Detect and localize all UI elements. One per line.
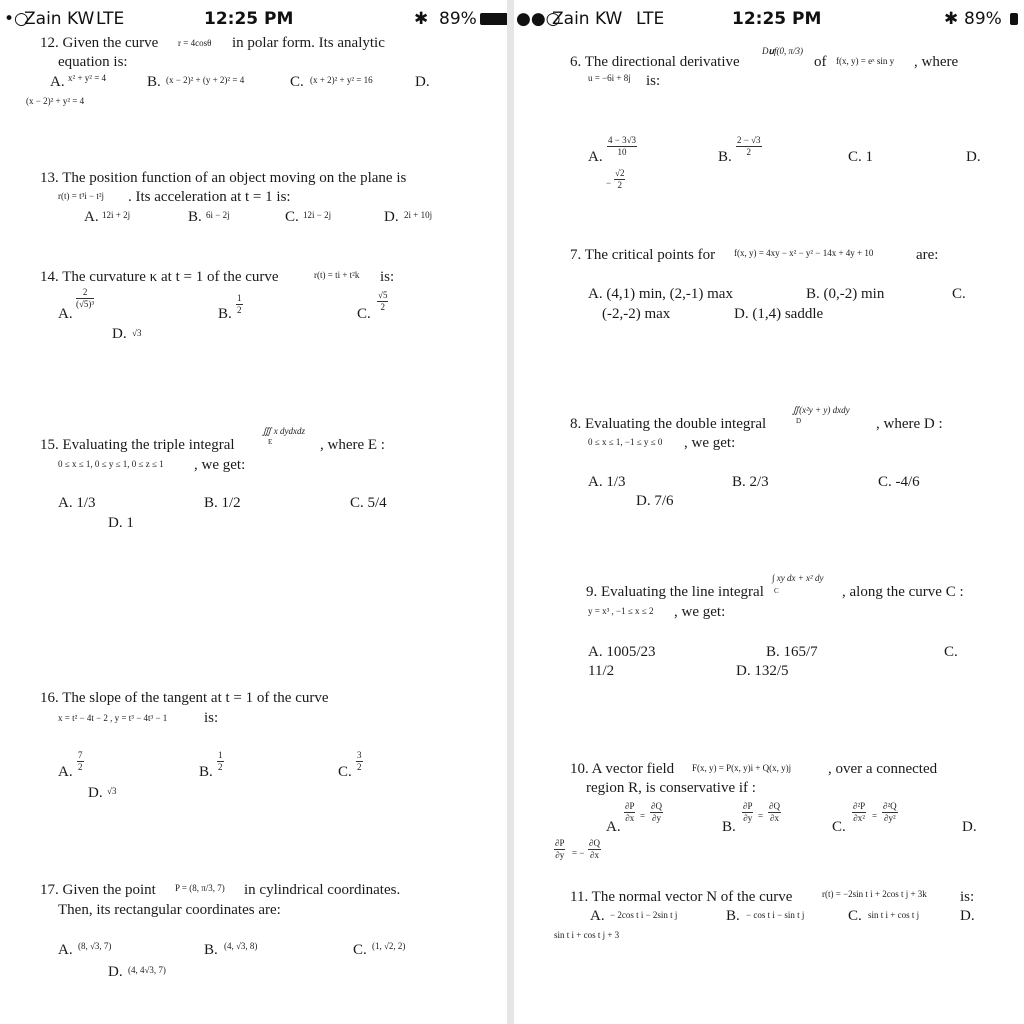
q9-option-c-label: C. bbox=[944, 644, 958, 660]
q13-option-c: 12i − 2j bbox=[303, 210, 332, 220]
q10-option-c-lhs: $\frac{\text{∂²P}}{\text{∂x²}}$ bbox=[853, 801, 866, 823]
q17-expression: P = (8, π/3, 7) bbox=[175, 883, 225, 893]
q14-stem: 14. The curvature κ at t = 1 of the curve bbox=[40, 269, 279, 285]
q7-stem-cont: are: bbox=[916, 247, 939, 263]
carrier-label: Zain KW bbox=[552, 9, 623, 29]
q15-region-subscript: E bbox=[268, 438, 273, 446]
q10-option-a-rhs: $\frac{\partial Q}{\partial y}$ bbox=[651, 801, 662, 823]
q11-option-b: − cos t i − sin t j bbox=[746, 910, 805, 920]
battery-icon bbox=[1006, 9, 1018, 29]
q11-option-b-label: B. bbox=[726, 908, 740, 924]
q13-option-c-label: C. bbox=[285, 209, 299, 225]
q13-expression: r(t) = t³i − t²j bbox=[58, 191, 105, 201]
q16-option-b-label: B. bbox=[199, 764, 213, 780]
q10-option-c-rhs: $\frac{\text{∂²Q}}{\text{∂y²}}$ bbox=[883, 801, 897, 823]
q6-option-d-sign: − bbox=[606, 178, 612, 188]
q13-option-d: 2i + 10j bbox=[404, 210, 433, 220]
q10-option-a-eq: = bbox=[640, 811, 646, 821]
q8-region: 0 ≤ x ≤ 1, −1 ≤ y ≤ 0 bbox=[588, 437, 663, 447]
q17-option-b: (4, √3, 8) bbox=[224, 941, 258, 951]
q16-option-b: $\frac{1}{2}$ bbox=[218, 750, 223, 772]
q16-option-c: $\frac{3}{2}$ bbox=[357, 750, 362, 772]
q10-option-b-rhs: $\frac{\partial Q}{\partial x}$ bbox=[769, 801, 780, 823]
q16-option-a-label: A. bbox=[58, 764, 73, 780]
q12-option-c-label: C. bbox=[290, 74, 304, 90]
q15-integral: ∭ x dydxdz bbox=[262, 426, 306, 436]
clock: 12:25 PM bbox=[732, 9, 822, 29]
q8-option-a: A. 1/3 bbox=[588, 474, 626, 490]
q15-stem-line2: , we get: bbox=[194, 457, 246, 473]
q17-option-a-label: A. bbox=[58, 942, 73, 958]
q10-option-d-label: D. bbox=[962, 819, 977, 835]
q17-option-a: (8, √3, 7) bbox=[78, 941, 112, 951]
q16-stem-cont: is: bbox=[204, 710, 219, 726]
q16-option-a: $\frac{7}{2}$ bbox=[78, 750, 83, 772]
q14-option-b: $\frac{1}{2}$ bbox=[237, 293, 242, 315]
q16-expression: x = t² − 4t − 2 , y = t³ − 4t³ − 1 bbox=[58, 713, 168, 723]
q8-integral: ∬(x²y + y) dxdy bbox=[792, 405, 850, 415]
q15-option-d: D. 1 bbox=[108, 515, 134, 531]
q14-option-b-label: B. bbox=[218, 306, 232, 322]
q8-option-d: D. 7/6 bbox=[636, 493, 674, 509]
q16-option-c-label: C. bbox=[338, 764, 352, 780]
q6-option-b: $\frac{2 - √3}{2}$ bbox=[737, 135, 761, 157]
bluetooth-icon: ✱ bbox=[944, 9, 959, 29]
q7-function: f(x, y) = 4xy − x² − y² − 14x + 4y + 10 bbox=[734, 248, 874, 258]
q13-stem-cont: . Its acceleration at t = 1 is: bbox=[128, 189, 291, 205]
battery-percent: 89% bbox=[439, 9, 477, 29]
q6-function: f(x, y) = eˣ sin y bbox=[836, 56, 895, 66]
q10-option-b-label: B. bbox=[722, 819, 736, 835]
q9-curve-subscript: C bbox=[774, 587, 779, 595]
signal-dots-icon: ●●○ bbox=[516, 9, 561, 29]
q6-option-a: $\frac{4 - 3√3}{10}$ bbox=[608, 135, 637, 157]
q11-option-d: sin t i + cos t j + 3 bbox=[554, 930, 620, 940]
bluetooth-icon: ✱ bbox=[414, 9, 429, 29]
left-screenshot bbox=[0, 0, 507, 1024]
q8-region-subscript: D bbox=[796, 417, 802, 425]
q9-option-a: A. 1005/23 bbox=[588, 644, 656, 660]
q13-option-d-label: D. bbox=[384, 209, 399, 225]
q10-stem-cont: , over a connected bbox=[828, 761, 938, 777]
q15-option-b: B. 1/2 bbox=[204, 495, 241, 511]
q9-stem: 9. Evaluating the line integral bbox=[586, 584, 764, 600]
q10-stem-line2: region R, is conservative if : bbox=[586, 780, 756, 796]
q13-option-b-label: B. bbox=[188, 209, 202, 225]
q10-option-c-label: C. bbox=[832, 819, 846, 835]
q10-option-b-eq: = bbox=[758, 811, 764, 821]
q8-option-c: C. -4/6 bbox=[878, 474, 920, 490]
q6-direction-vector: u = −6i + 8j bbox=[588, 73, 631, 83]
q11-stem: 11. The normal vector N of the curve bbox=[570, 889, 793, 905]
q11-option-a-label: A. bbox=[590, 908, 605, 924]
q17-stem: 17. Given the point bbox=[40, 882, 156, 898]
q14-option-d-label: D. bbox=[112, 326, 127, 342]
q17-stem-line2: Then, its rectangular coordinates are: bbox=[58, 902, 281, 918]
q12-option-a-label: A. bbox=[50, 74, 65, 90]
q10-option-c-eq: = bbox=[872, 811, 878, 821]
signal-dots-icon: •○ bbox=[4, 9, 29, 29]
q10-option-d-lhs: $\frac{\partial P}{\partial y}$ bbox=[555, 838, 565, 860]
q10-option-d-rhs: $\frac{\partial Q}{\partial x}$ bbox=[589, 838, 600, 860]
q6-option-c: C. 1 bbox=[848, 149, 874, 165]
q8-stem-line2: , we get: bbox=[684, 435, 736, 451]
q11-stem-cont: is: bbox=[960, 889, 975, 905]
carrier-label: Zain KW bbox=[24, 9, 95, 29]
q11-curve: r(t) = −2sin t i + 2cos t j + 3k bbox=[822, 889, 927, 899]
q9-option-c: 11/2 bbox=[588, 663, 615, 679]
battery-icon bbox=[476, 9, 507, 29]
network-label: LTE bbox=[96, 9, 125, 29]
right-screenshot bbox=[514, 0, 1024, 1024]
q6-option-a-label: A. bbox=[588, 149, 603, 165]
q10-option-a-label: A. bbox=[606, 819, 621, 835]
q14-option-c: $\frac{√5}{2}$ bbox=[378, 290, 388, 312]
q12-option-a: x² + y² = 4 bbox=[68, 73, 107, 83]
q16-option-d: √3 bbox=[107, 786, 117, 796]
q14-option-d: √3 bbox=[132, 328, 142, 338]
q17-option-c: (1, √2, 2) bbox=[372, 941, 406, 951]
q6-option-d-label: D. bbox=[966, 149, 981, 165]
q12-option-b: (x − 2)² + (y + 2)² = 4 bbox=[166, 75, 245, 85]
q9-option-d: D. 132/5 bbox=[736, 663, 789, 679]
q14-option-a-label: A. bbox=[58, 306, 73, 322]
q12-option-b-label: B. bbox=[147, 74, 161, 90]
q14-stem-cont: is: bbox=[380, 269, 395, 285]
q13-option-b: 6i − 2j bbox=[206, 210, 230, 220]
q7-stem: 7. The critical points for bbox=[570, 247, 716, 263]
q6-stem-is: is: bbox=[646, 73, 661, 89]
q6-stem: 6. The directional derivative bbox=[570, 54, 740, 70]
q11-option-a: − 2cos t i − 2sin t j bbox=[610, 910, 678, 920]
q7-option-c-label: C. bbox=[952, 286, 966, 302]
q13-option-a-label: A. bbox=[84, 209, 99, 225]
q10-stem: 10. A vector field bbox=[570, 761, 675, 777]
q11-option-c-label: C. bbox=[848, 908, 862, 924]
q15-option-c: C. 5/4 bbox=[350, 495, 387, 511]
q14-option-c-label: C. bbox=[357, 306, 371, 322]
q8-option-b: B. 2/3 bbox=[732, 474, 769, 490]
q15-region: 0 ≤ x ≤ 1, 0 ≤ y ≤ 1, 0 ≤ z ≤ 1 bbox=[58, 459, 164, 469]
q12-option-d-label: D. bbox=[415, 74, 430, 90]
q10-option-d-eq: = − bbox=[572, 848, 585, 858]
q10-option-b-lhs: $\frac{\partial P}{\partial y}$ bbox=[743, 801, 753, 823]
q15-stem: 15. Evaluating the triple integral bbox=[40, 437, 235, 453]
q8-stem-cont: , where D : bbox=[876, 416, 943, 432]
q14-option-a: $\frac{2}{\text{(√5)³}}$ bbox=[76, 287, 95, 309]
q6-expression: D𝐮f(0, π/3) bbox=[762, 46, 804, 56]
q9-curve: y = x³ , −1 ≤ x ≤ 2 bbox=[588, 606, 654, 616]
q15-stem-cont: , where E : bbox=[320, 437, 385, 453]
q7-option-d: D. (1,4) saddle bbox=[734, 306, 824, 322]
battery-percent: 89% bbox=[964, 9, 1002, 29]
clock: 12:25 PM bbox=[204, 9, 294, 29]
status-bar bbox=[514, 0, 1024, 40]
q12-expression: r = 4cosθ bbox=[178, 38, 212, 48]
q7-option-c: (-2,-2) max bbox=[602, 306, 671, 322]
q13-stem: 13. The position function of an object moving on the plane is bbox=[40, 170, 407, 186]
q12-stem-cont: in polar form. Its analytic bbox=[232, 35, 385, 51]
q9-option-b: B. 165/7 bbox=[766, 644, 818, 660]
q17-option-d-label: D. bbox=[108, 964, 123, 980]
q17-stem-cont: in cylindrical coordinates. bbox=[244, 882, 401, 898]
q16-option-d-label: D. bbox=[88, 785, 103, 801]
q6-stem-of: of bbox=[814, 54, 827, 70]
q12-option-c: (x + 2)² + y² = 16 bbox=[310, 75, 373, 85]
q9-integral: ∫ xy dx + x² dy bbox=[772, 573, 824, 583]
q14-expression: r(t) = ti + t²k bbox=[314, 270, 360, 280]
q9-stem-line2: , we get: bbox=[674, 604, 726, 620]
q7-option-a: A. (4,1) min, (2,-1) max bbox=[588, 286, 733, 302]
q7-option-b: B. (0,-2) min bbox=[806, 286, 885, 302]
q17-option-d: (4, 4√3, 7) bbox=[128, 965, 166, 975]
q12-option-d: (x − 2)² + y² = 4 bbox=[26, 96, 85, 106]
q17-option-c-label: C. bbox=[353, 942, 367, 958]
q10-field: F(x, y) = P(x, y)i + Q(x, y)j bbox=[692, 763, 792, 773]
q13-option-a: 12i + 2j bbox=[102, 210, 131, 220]
q9-stem-cont: , along the curve C : bbox=[842, 584, 964, 600]
q16-stem: 16. The slope of the tangent at t = 1 of the curve bbox=[40, 690, 329, 706]
q6-stem-where: , where bbox=[914, 54, 959, 70]
q17-option-b-label: B. bbox=[204, 942, 218, 958]
q12-stem: 12. Given the curve bbox=[40, 35, 159, 51]
q10-option-a-lhs: $\frac{\partial P}{\partial x}$ bbox=[625, 801, 635, 823]
q6-option-d: $\frac{√2}{2}$ bbox=[615, 168, 625, 190]
q11-option-c: sin t i + cos t j bbox=[868, 910, 920, 920]
q8-stem: 8. Evaluating the double integral bbox=[570, 416, 767, 432]
q15-option-a: A. 1/3 bbox=[58, 495, 96, 511]
q12-stem-line2: equation is: bbox=[58, 54, 128, 70]
q11-option-d-label: D. bbox=[960, 908, 975, 924]
q6-option-b-label: B. bbox=[718, 149, 732, 165]
network-label: LTE bbox=[636, 9, 665, 29]
